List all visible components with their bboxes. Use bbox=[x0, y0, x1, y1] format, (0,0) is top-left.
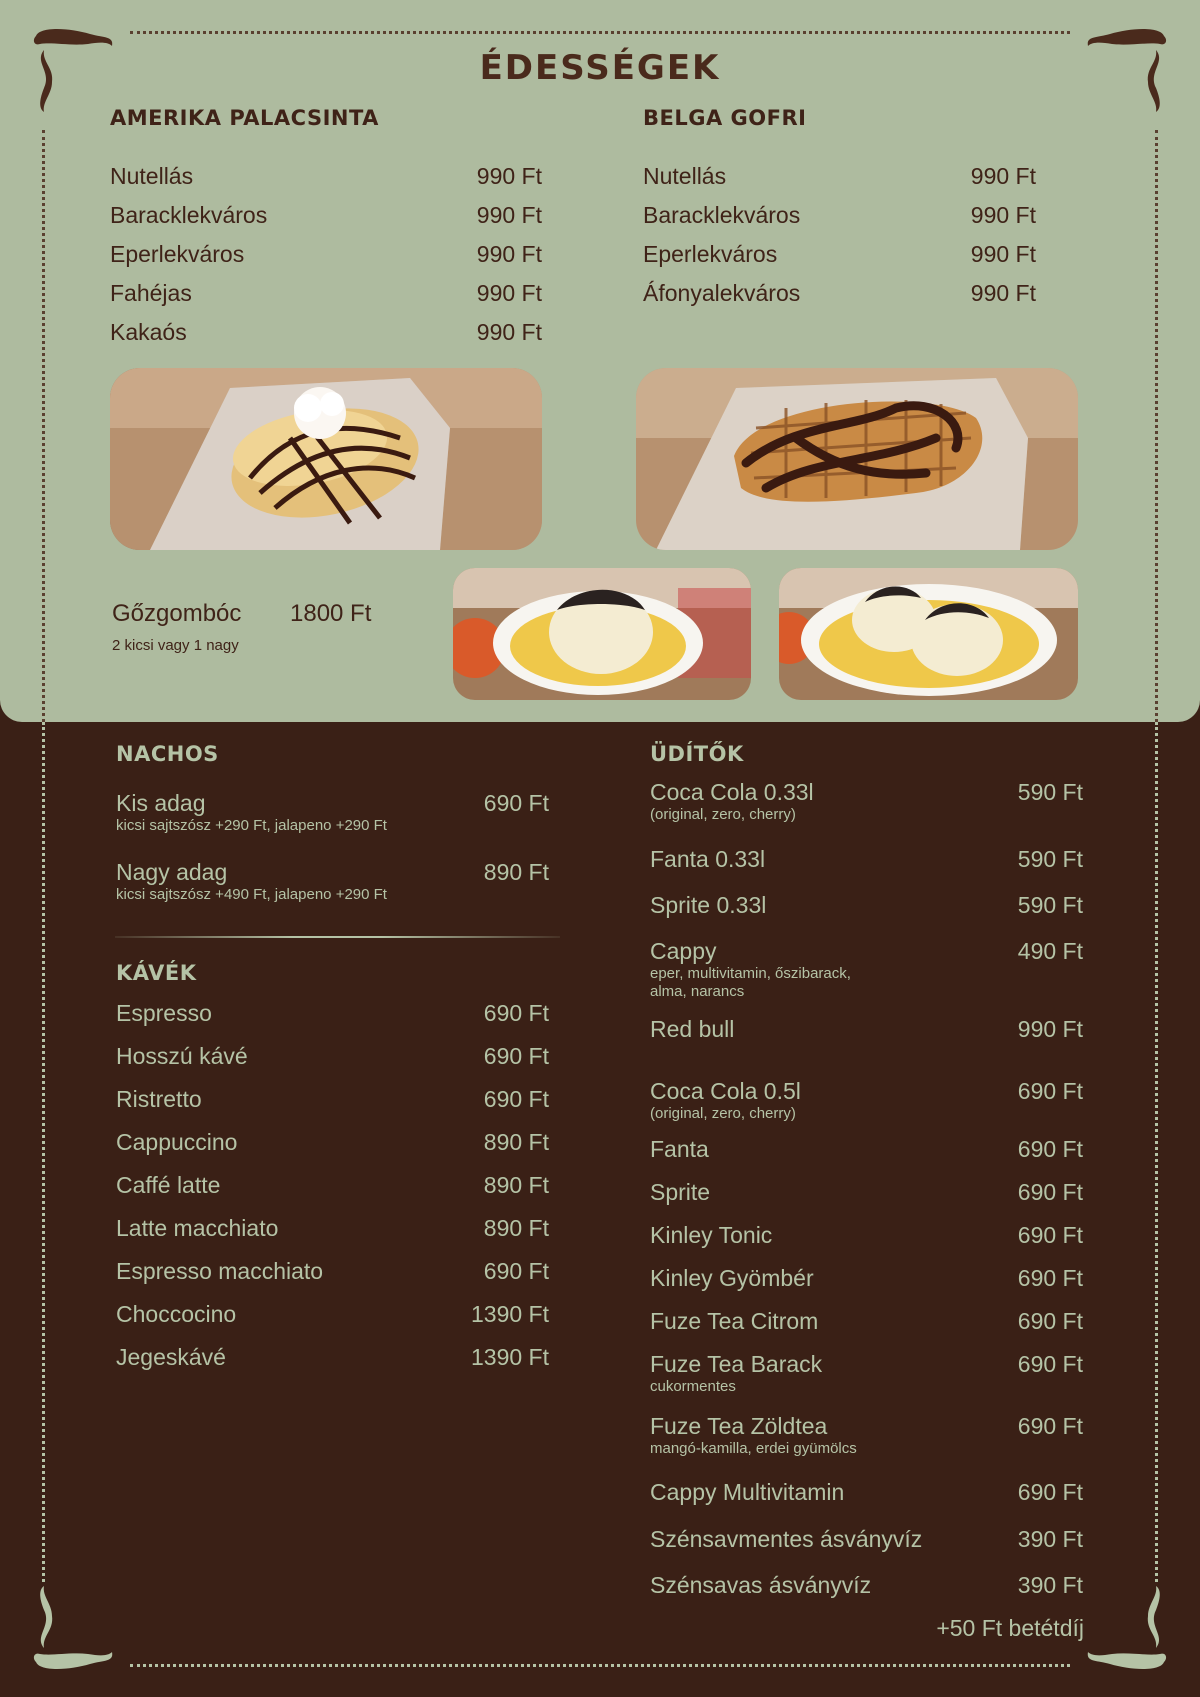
item-name: Nagy adag bbox=[116, 859, 228, 885]
item-name: Nutellás bbox=[643, 163, 727, 189]
item-name: Kinley Tonic bbox=[650, 1222, 773, 1248]
item-name: Fuze Tea Barack bbox=[650, 1351, 823, 1377]
item-price: 690 Ft bbox=[1017, 1351, 1083, 1377]
item-note-line-2: alma, narancs bbox=[650, 983, 745, 1000]
item-name: Cappy bbox=[650, 938, 717, 964]
frame-right-dots-top bbox=[1155, 130, 1158, 722]
item-name: Hosszú kávé bbox=[116, 1043, 248, 1069]
coffees-heading: KÁVÉK bbox=[116, 961, 197, 985]
pancake-photo bbox=[110, 368, 542, 550]
item-name: Fahéjas bbox=[110, 280, 192, 306]
item-name: Espresso bbox=[116, 1000, 212, 1026]
deposit-note: +50 Ft betétdíj bbox=[936, 1615, 1084, 1641]
dumpling-price: 1800 Ft bbox=[290, 600, 372, 627]
pancake-illustration bbox=[110, 368, 542, 550]
item-name: Latte macchiato bbox=[116, 1215, 279, 1241]
item-name: Fuze Tea Zöldtea bbox=[650, 1413, 828, 1439]
item-name: Sprite bbox=[650, 1179, 711, 1205]
item-name: Fuze Tea Citrom bbox=[650, 1308, 819, 1334]
item-name: Szénsavmentes ásványvíz bbox=[650, 1526, 923, 1552]
dumpling-photo-single bbox=[453, 568, 751, 700]
item-name: Fanta bbox=[650, 1136, 709, 1162]
pancakes-heading: AMERIKA PALACSINTA bbox=[110, 106, 379, 130]
item-price: 690 Ft bbox=[1017, 1222, 1083, 1248]
item-price: 690 Ft bbox=[1017, 1413, 1083, 1439]
item-name: Coca Cola 0.5l bbox=[650, 1078, 801, 1104]
item-price: 690 Ft bbox=[1017, 1136, 1083, 1162]
nachos-heading: NACHOS bbox=[116, 742, 219, 766]
item-note: (original, zero, cherry) bbox=[650, 806, 796, 823]
corner-ornament-bottom-right bbox=[1082, 1582, 1170, 1682]
item-name: Fanta 0.33l bbox=[650, 846, 766, 872]
item-price: 890 Ft bbox=[483, 1129, 549, 1155]
item-name: Cappuccino bbox=[116, 1129, 238, 1155]
item-name: Caffé latte bbox=[116, 1172, 221, 1198]
waffle-illustration bbox=[636, 368, 1078, 550]
page-title: ÉDESSÉGEK bbox=[479, 48, 721, 88]
item-price: 690 Ft bbox=[1017, 1265, 1083, 1291]
item-note: mangó-kamilla, erdei gyümölcs bbox=[650, 1440, 857, 1457]
item-name: Cappy Multivitamin bbox=[650, 1479, 845, 1505]
dumpling-illustration-double bbox=[779, 568, 1078, 700]
item-price: 990 Ft bbox=[476, 241, 542, 267]
item-price: 990 Ft bbox=[476, 319, 542, 345]
item-price: 690 Ft bbox=[1017, 1308, 1083, 1334]
item-price: 890 Ft bbox=[483, 1215, 549, 1241]
dumpling-photo-double bbox=[779, 568, 1078, 700]
item-price: 590 Ft bbox=[1017, 779, 1083, 805]
item-price: 690 Ft bbox=[483, 790, 549, 816]
item-name: Ristretto bbox=[116, 1086, 202, 1112]
item-name: Espresso macchiato bbox=[116, 1258, 324, 1284]
item-name: Choccocino bbox=[116, 1301, 237, 1327]
item-price: 690 Ft bbox=[483, 1258, 549, 1284]
item-price: 990 Ft bbox=[970, 280, 1036, 306]
dumpling-illustration-single bbox=[453, 568, 751, 700]
item-name: Szénsavas ásványvíz bbox=[650, 1572, 872, 1598]
frame-top-dots bbox=[130, 31, 1070, 34]
item-price: 390 Ft bbox=[1017, 1526, 1083, 1552]
item-price: 990 Ft bbox=[476, 202, 542, 228]
item-name: Red bull bbox=[650, 1016, 735, 1042]
frame-left-dots-top bbox=[42, 130, 45, 722]
item-note: kicsi sajtszósz +290 Ft, jalapeno +290 Ft bbox=[116, 817, 387, 834]
item-price: 590 Ft bbox=[1017, 846, 1083, 872]
item-name: Kinley Gyömbér bbox=[650, 1265, 814, 1291]
item-price: 990 Ft bbox=[1017, 1016, 1083, 1042]
item-name: Kakaós bbox=[110, 319, 187, 345]
frame-right-dots-bottom bbox=[1155, 722, 1158, 1582]
item-price: 590 Ft bbox=[1017, 892, 1083, 918]
item-name: Kis adag bbox=[116, 790, 206, 816]
item-name: Eperlekváros bbox=[643, 241, 778, 267]
item-name: Jegeskávé bbox=[116, 1344, 226, 1370]
item-name: Áfonyalekváros bbox=[643, 280, 801, 306]
item-name: Coca Cola 0.33l bbox=[650, 779, 814, 805]
item-price: 890 Ft bbox=[483, 1172, 549, 1198]
item-price: 1390 Ft bbox=[471, 1301, 549, 1327]
item-price: 990 Ft bbox=[970, 241, 1036, 267]
item-price: 690 Ft bbox=[483, 1043, 549, 1069]
dumpling-name: Gőzgombóc bbox=[112, 600, 242, 627]
item-price: 690 Ft bbox=[1017, 1078, 1083, 1104]
dumpling-note: 2 kicsi vagy 1 nagy bbox=[112, 637, 239, 654]
item-price: 990 Ft bbox=[476, 280, 542, 306]
item-price: 690 Ft bbox=[483, 1086, 549, 1112]
drinks-heading: ÜDÍTŐK bbox=[650, 742, 744, 766]
item-price: 890 Ft bbox=[483, 859, 549, 885]
frame-bottom-dots bbox=[130, 1664, 1070, 1667]
section-divider bbox=[115, 936, 560, 938]
item-price: 990 Ft bbox=[476, 163, 542, 189]
item-name: Eperlekváros bbox=[110, 241, 245, 267]
item-price: 690 Ft bbox=[1017, 1179, 1083, 1205]
waffle-photo bbox=[636, 368, 1078, 550]
item-price: 490 Ft bbox=[1017, 938, 1083, 964]
waffles-heading: BELGA GOFRI bbox=[643, 106, 807, 130]
item-note: kicsi sajtszósz +490 Ft, jalapeno +290 Ft bbox=[116, 886, 387, 903]
corner-ornament-bottom-left bbox=[30, 1582, 118, 1682]
item-name: Sprite 0.33l bbox=[650, 892, 767, 918]
item-name: Baracklekváros bbox=[643, 202, 801, 228]
item-price: 690 Ft bbox=[1017, 1479, 1083, 1505]
item-note: cukormentes bbox=[650, 1378, 736, 1395]
item-price: 390 Ft bbox=[1017, 1572, 1083, 1598]
frame-left-dots-bottom bbox=[42, 722, 45, 1582]
item-price: 990 Ft bbox=[970, 163, 1036, 189]
item-price: 1390 Ft bbox=[471, 1344, 549, 1370]
item-note: (original, zero, cherry) bbox=[650, 1105, 796, 1122]
item-note: eper, multivitamin, őszibarack, bbox=[650, 965, 851, 982]
item-price: 990 Ft bbox=[970, 202, 1036, 228]
item-name: Baracklekváros bbox=[110, 202, 268, 228]
item-name: Nutellás bbox=[110, 163, 194, 189]
item-price: 690 Ft bbox=[483, 1000, 549, 1026]
